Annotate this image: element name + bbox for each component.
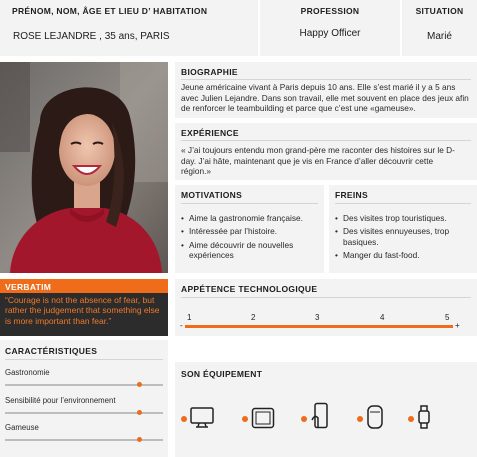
experience-title: EXPÉRIENCE (181, 128, 239, 138)
freins-divider (335, 203, 471, 204)
equip-bullet (181, 416, 187, 422)
verbatim-title: VERBATIM (0, 279, 168, 293)
biographie-title: BIOGRAPHIE (181, 67, 238, 77)
caracteristique-level-0 (137, 382, 142, 387)
monitor-icon (189, 406, 215, 432)
frein-item: • Manger du fast-food. (335, 250, 469, 260)
identity-label: PRÉNOM, NOM, ÂGE ET LIEU D’ HABITATION (12, 6, 208, 16)
appetence-tick-4: 4 (380, 313, 385, 322)
caracteristique-level-2 (137, 437, 142, 442)
situation-value: Marié (426, 31, 452, 42)
caracteristique-label: Sensibilité pour l’environnement (5, 396, 116, 405)
appetence-tick-2: 2 (251, 313, 256, 322)
freins-list (335, 213, 469, 264)
caracteristique-label: Gastronomie (5, 368, 50, 377)
experience-divider (181, 140, 471, 141)
motivations-divider (181, 203, 318, 204)
biographie-text: Jeune américaine vivant à Paris depuis 10 ans. Elle s’est marié il y a 5 ans avec Julien Lejandre. Dans son travail, elle met souvent en place des jeux afin de renforcer le teambuilding et parce que c’est une «gameuse». (181, 82, 469, 114)
equip-bullet (301, 416, 307, 422)
equip-bullet (357, 416, 363, 422)
profession-value: Happy Officer (299, 28, 361, 39)
appetence-tick-5: 5 (445, 313, 450, 322)
equip-bullet (242, 416, 248, 422)
appetence-tick-3: 3 (315, 313, 320, 322)
caracteristique-level-1 (137, 410, 142, 415)
appetence-divider (181, 297, 471, 298)
equip-bullet (408, 416, 414, 422)
appetence-title: APPÉTENCE TECHNOLOGIQUE (181, 284, 318, 294)
frein-item: • Des visites trop touristiques. (335, 213, 469, 223)
smart-speaker-icon (366, 404, 384, 432)
appetence-plus: + (455, 321, 460, 330)
biographie-divider (181, 79, 471, 80)
identity-value: ROSE LEJANDRE , 35 ans, PARIS (13, 31, 170, 42)
smartphone-icon (310, 402, 332, 432)
appetence-minus: - (180, 321, 183, 330)
appetence-tick-1: 1 (187, 313, 192, 322)
verbatim-quote: “Courage is not the absence of fear, but rather the judgement that something else is more important than fear.” (0, 293, 168, 336)
motivation-item: • Intéressée par l’histoire. (181, 226, 321, 236)
motivations-title: MOTIVATIONS (181, 190, 243, 200)
motivation-item: • Aime la gastronomie française. (181, 213, 321, 223)
freins-title: FREINS (335, 190, 368, 200)
caracteristiques-divider (5, 359, 163, 360)
persona-photo (0, 62, 168, 273)
appetence-bar (185, 325, 453, 328)
caracteristique-label: Gameuse (5, 423, 39, 432)
equipement-title: SON ÉQUIPEMENT (181, 369, 263, 379)
tablet-icon (251, 407, 275, 431)
profession-label: PROFESSION (300, 6, 360, 16)
experience-text: « J’ai toujours entendu mon grand-père me raconter des histoires sur le D-day. J’ai hâte, maintenant que je vis en France d’aller découvrir cette région.» (181, 145, 455, 177)
motivation-item: • Aime découvrir de nouvelles expériences (181, 240, 321, 261)
smartwatch-icon (416, 404, 432, 432)
frein-item: • Des visites ennuyeuses, trop basiques. (335, 226, 469, 247)
caracteristiques-title: CARACTÉRISTIQUES (5, 346, 98, 356)
motivations-list (181, 213, 321, 264)
situation-label: SITUATION (415, 6, 464, 16)
